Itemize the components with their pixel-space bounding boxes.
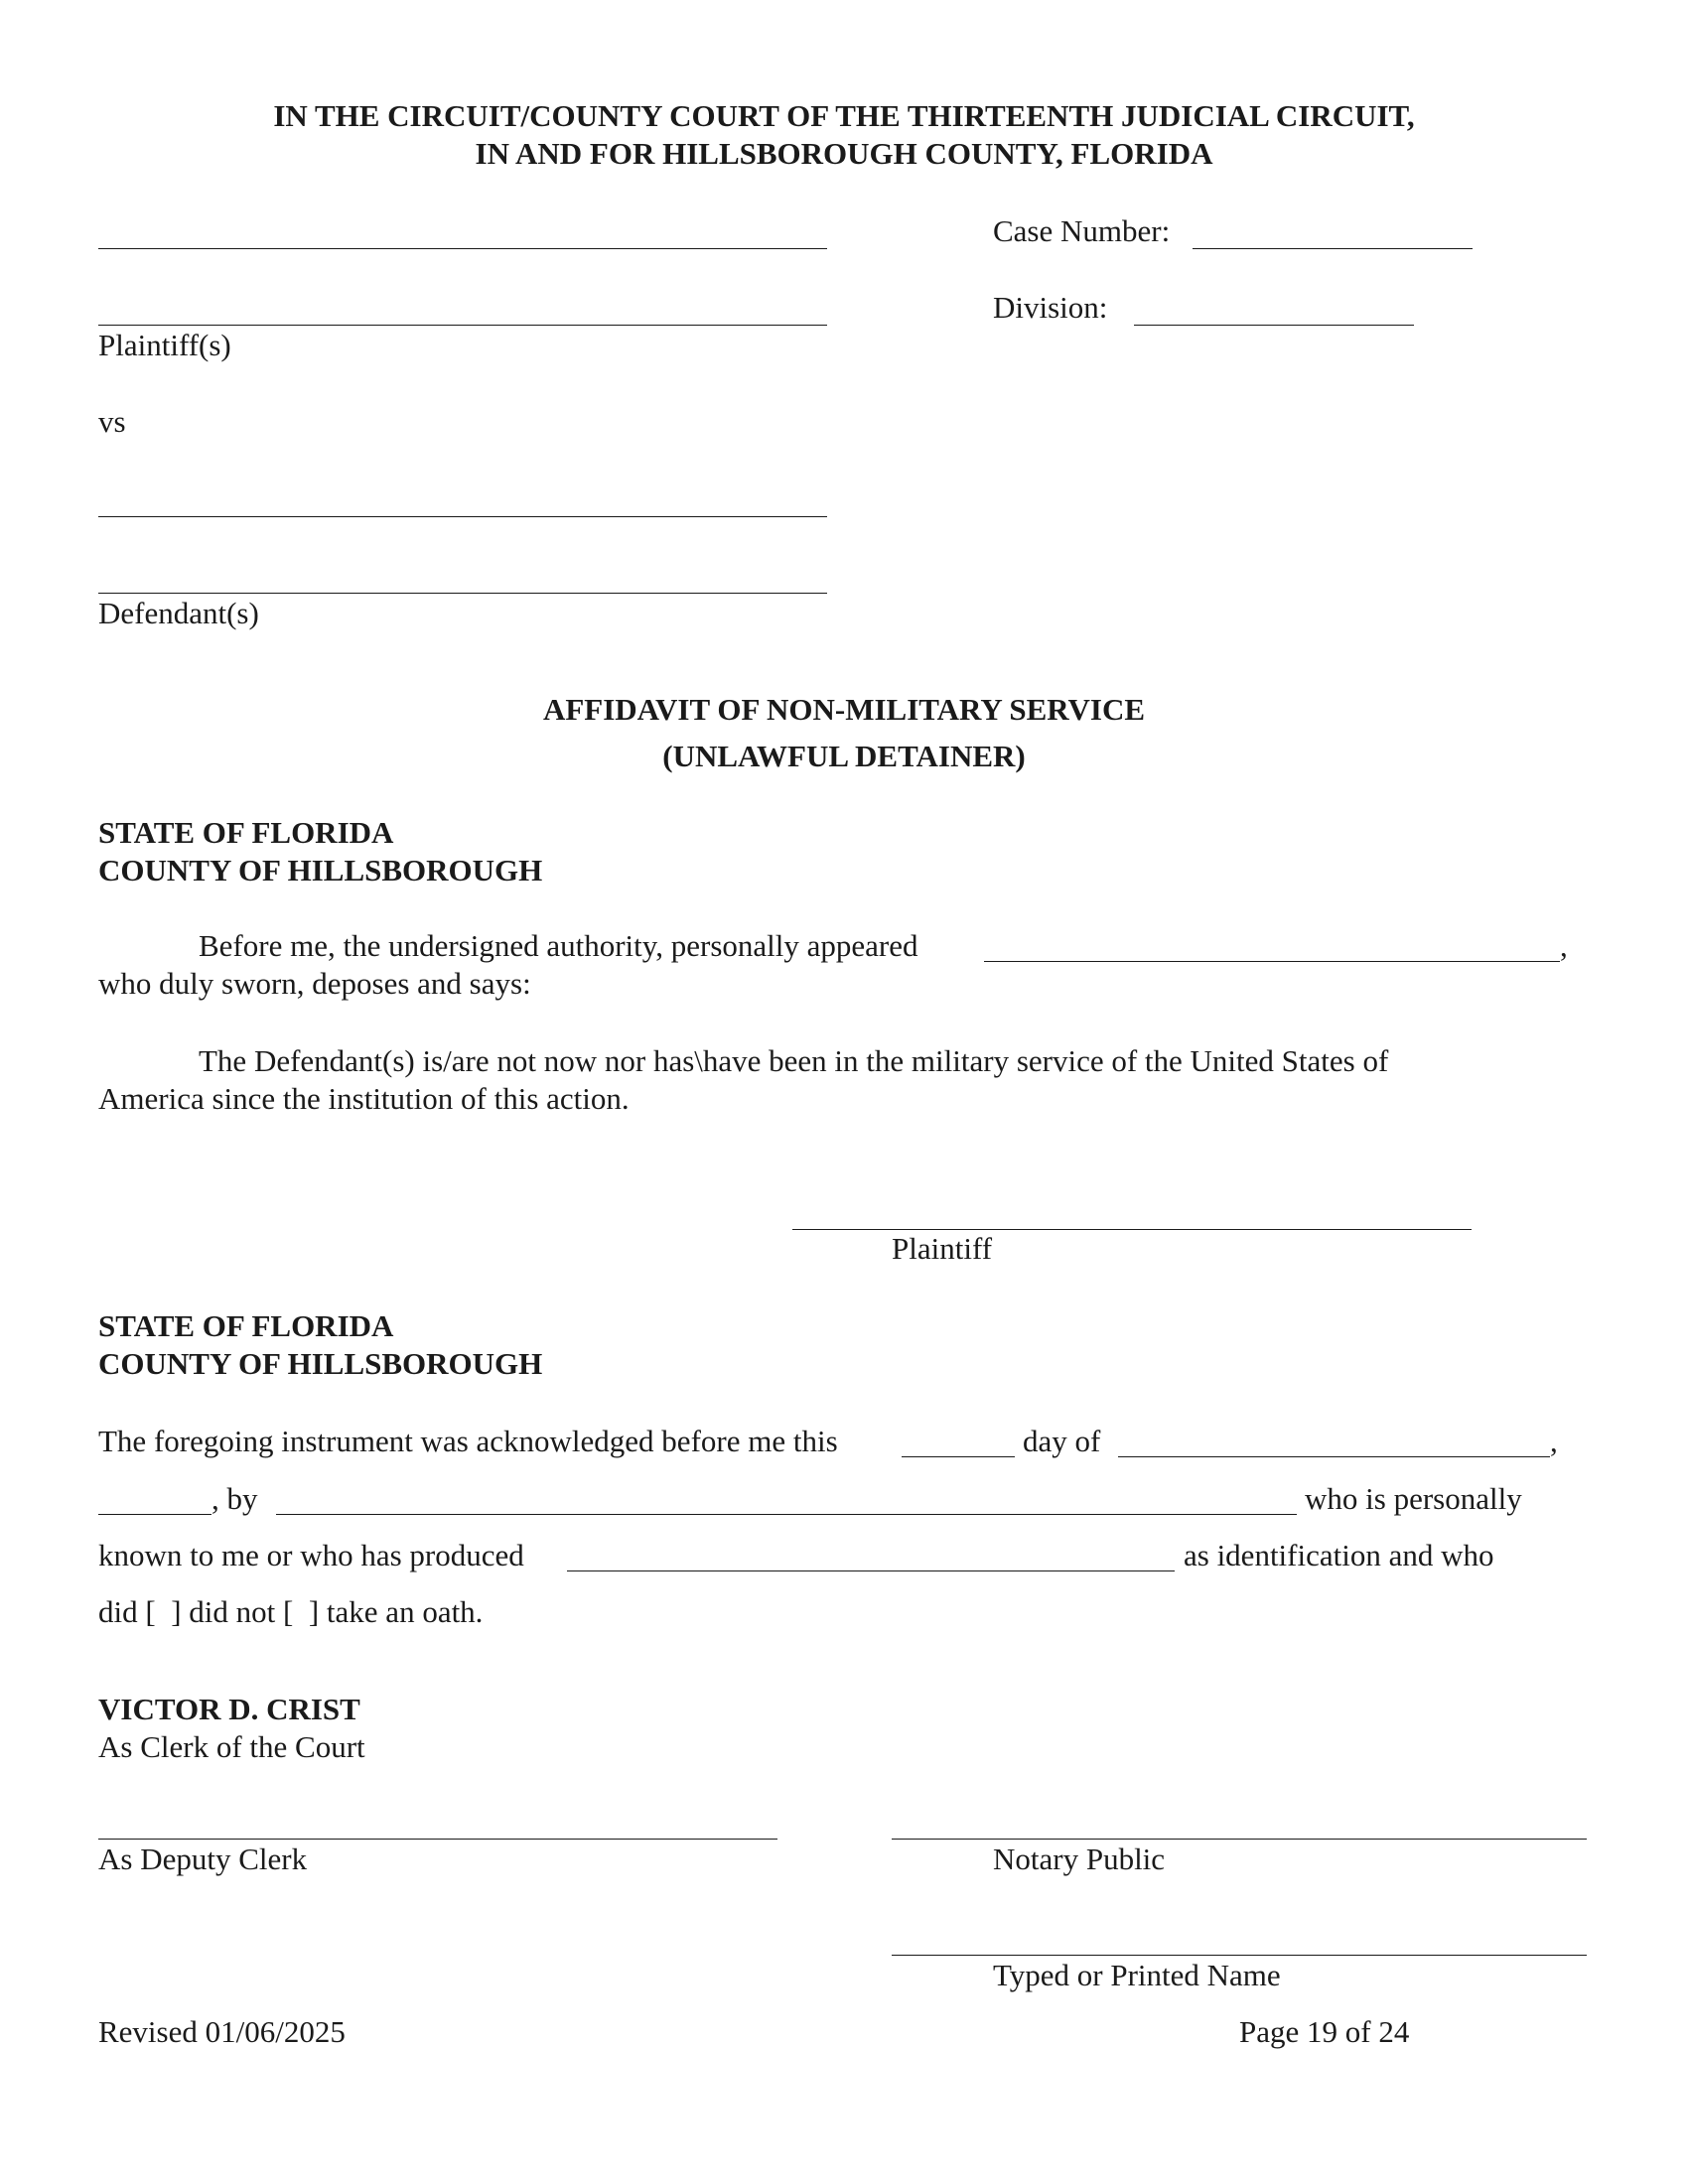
oath-not-taken-bracket-open: [ (283, 1594, 294, 1629)
venue-state-2: STATE OF FLORIDA (98, 1308, 394, 1343)
ack-identification-text: as identification and who (1184, 1538, 1494, 1572)
oath-taken-checkbox[interactable] (145, 1594, 181, 1629)
oath-taken-bracket-close: ] (171, 1594, 182, 1629)
affiant-paragraph-continued: who duly sworn, deposes and says: (98, 966, 531, 1001)
vs-label: vs (98, 404, 126, 439)
ack-personally-text: who is personally (1305, 1481, 1522, 1516)
affidavit-subtitle: (UNLAWFUL DETAINER) (662, 739, 1026, 773)
defendant-name-line-2[interactable] (98, 593, 827, 594)
affiant-name-field[interactable] (984, 961, 1560, 962)
notary-signature-line[interactable] (892, 1839, 1587, 1840)
court-title-line-2: IN AND FOR HILLSBOROUGH COUNTY, FLORIDA (475, 136, 1213, 171)
division-field[interactable] (1134, 325, 1414, 326)
division-label: Division: (993, 290, 1108, 325)
notary-public-label: Notary Public (993, 1842, 1166, 1876)
ack-line-1-text: The foregoing instrument was acknowledged before me this (98, 1424, 838, 1458)
printed-name-line[interactable] (892, 1955, 1587, 1956)
ack-did-text: did (98, 1594, 138, 1629)
revision-date: Revised 01/06/2025 (98, 2014, 346, 2049)
deputy-clerk-signature-line[interactable] (98, 1839, 777, 1840)
ack-month-field[interactable] (1118, 1456, 1550, 1457)
oath-not-taken-bracket-close: ] (308, 1594, 320, 1629)
defendant-label: Defendant(s) (98, 596, 259, 630)
oath-taken-bracket-open: [ (145, 1594, 156, 1629)
court-title-line-1: IN THE CIRCUIT/COUNTY COURT OF THE THIRTEENTH JUDICIAL CIRCUIT, (273, 98, 1415, 133)
printed-name-label: Typed or Printed Name (993, 1958, 1281, 1992)
ack-oath-line (98, 1594, 483, 1630)
plaintiff-name-line-2[interactable] (98, 325, 827, 326)
plaintiff-signature-label: Plaintiff (892, 1231, 993, 1266)
venue-county-2: COUNTY OF HILLSBOROUGH (98, 1346, 543, 1381)
ack-year-field[interactable] (98, 1514, 211, 1515)
deputy-clerk-label: As Deputy Clerk (98, 1842, 308, 1876)
affiant-paragraph-start: Before me, the undersigned authority, personally appeared (199, 928, 918, 963)
venue-county-1: COUNTY OF HILLSBOROUGH (98, 853, 543, 887)
defendant-name-line-1[interactable] (98, 516, 827, 517)
page-number: Page 19 of 24 (1239, 2014, 1410, 2049)
case-number-label: Case Number: (993, 213, 1171, 248)
affiant-comma: , (1560, 928, 1568, 963)
ack-by-text: , by (211, 1481, 258, 1516)
oath-not-taken-checkbox[interactable] (283, 1594, 319, 1629)
clerk-title: As Clerk of the Court (98, 1729, 365, 1764)
plaintiff-name-line-1[interactable] (98, 248, 827, 249)
ack-produced-text: known to me or who has produced (98, 1538, 524, 1572)
ack-take-oath-text: take an oath. (326, 1594, 484, 1629)
ack-day-of-text: day of (1023, 1424, 1101, 1458)
non-military-statement-line-2: America since the institution of this action. (98, 1081, 630, 1116)
ack-day-field[interactable] (902, 1456, 1015, 1457)
ack-comma: , (1550, 1424, 1558, 1458)
ack-did-not-text: did not (189, 1594, 276, 1629)
plaintiff-label: Plaintiff(s) (98, 328, 231, 362)
non-military-statement-line-1: The Defendant(s) is/are not now nor has\have been in the military service of the United States of (199, 1043, 1389, 1078)
plaintiff-signature-line[interactable] (792, 1229, 1472, 1230)
clerk-name: VICTOR D. CRIST (98, 1692, 360, 1726)
affidavit-title: AFFIDAVIT OF NON-MILITARY SERVICE (542, 692, 1146, 727)
case-number-field[interactable] (1193, 248, 1473, 249)
ack-person-name-field[interactable] (276, 1514, 1297, 1515)
ack-identification-field[interactable] (567, 1570, 1175, 1571)
venue-state-1: STATE OF FLORIDA (98, 815, 394, 850)
